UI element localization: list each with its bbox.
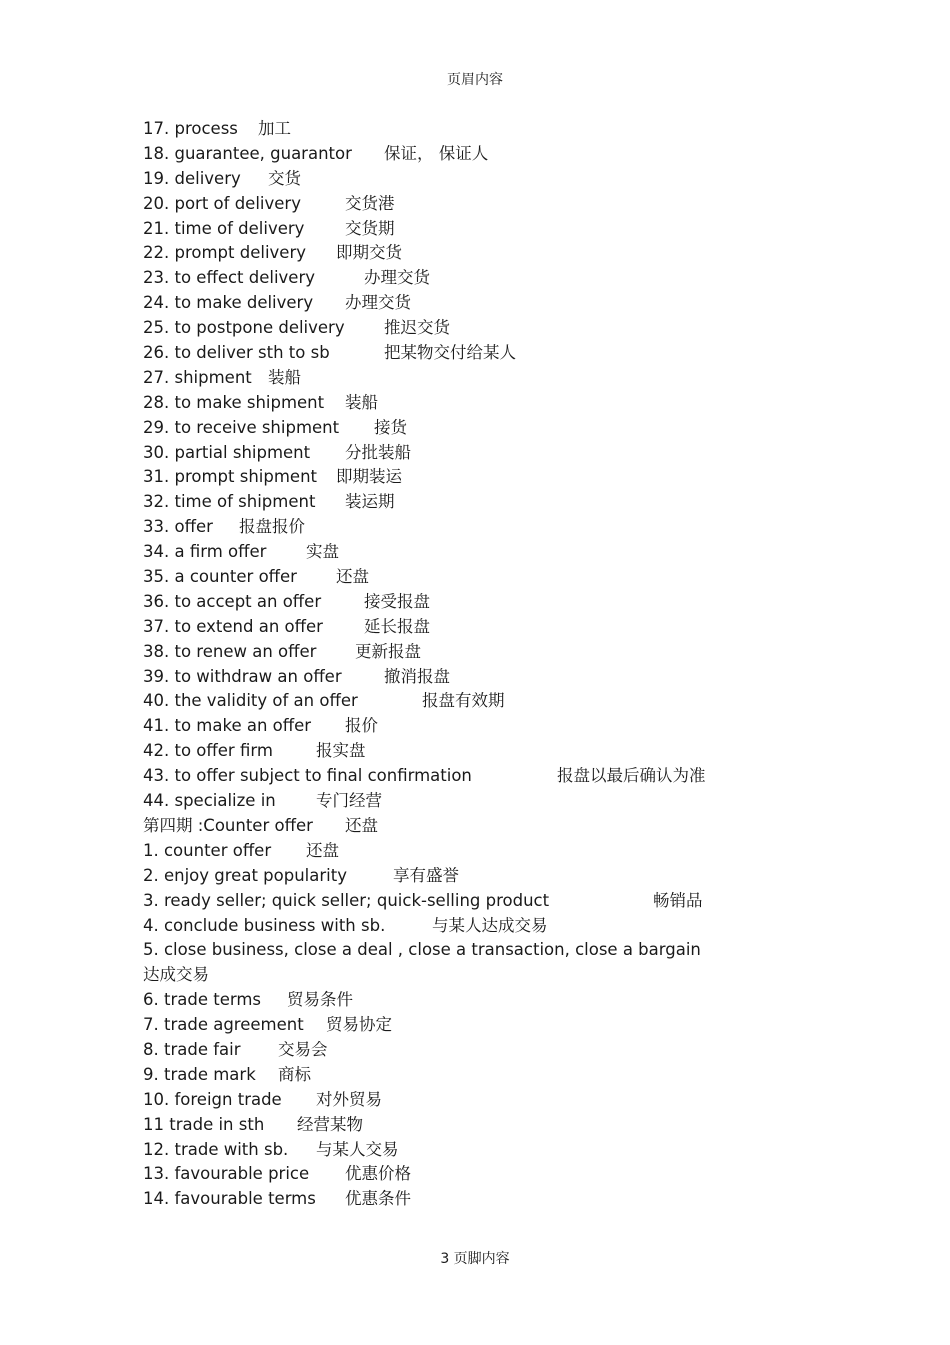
entry-translation: 办理交货 — [364, 268, 430, 288]
entry-term: 达成交易 — [143, 965, 209, 985]
entry-translation: 办理交货 — [345, 293, 411, 313]
glossary-entry — [143, 565, 843, 590]
entry-term: 40. the validity of an offer — [143, 691, 358, 711]
glossary-entry — [143, 391, 843, 416]
glossary-entry — [143, 540, 843, 565]
glossary-entry — [143, 266, 843, 291]
glossary-entry — [143, 1088, 843, 1113]
entry-translation: 商标 — [278, 1064, 311, 1084]
glossary-entry — [143, 739, 843, 764]
entry-translation: 交货 — [268, 168, 301, 188]
entry-term: 第四期 :Counter offer — [143, 815, 313, 835]
entry-translation: 畅销品 — [653, 890, 703, 910]
entry-term: 38. to renew an offer — [143, 641, 317, 661]
entry-term: 39. to withdraw an offer — [143, 666, 342, 686]
glossary-entry — [143, 640, 843, 665]
entry-term: 18. guarantee, guarantor — [143, 143, 352, 163]
entry-term: 37. to extend an offer — [143, 616, 323, 636]
glossary-entry — [143, 1038, 843, 1063]
entry-term: 34. a firm offer — [143, 542, 267, 562]
glossary-entry — [143, 590, 843, 615]
glossary-entry — [143, 366, 843, 391]
glossary-entry — [143, 1013, 843, 1038]
entry-translation: 对外贸易 — [316, 1089, 382, 1109]
entry-translation: 交货港 — [345, 193, 395, 213]
entry-term: 30. partial shipment — [143, 442, 311, 462]
entry-translation: 延长报盘 — [364, 616, 430, 636]
entry-translation: 还盘 — [306, 840, 339, 860]
entry-translation: 还盘 — [336, 567, 369, 587]
entry-translation: 把某物交付给某人 — [384, 343, 516, 363]
entry-translation: 即期装运 — [336, 467, 402, 487]
entry-translation: 报实盘 — [316, 741, 366, 761]
glossary-entry — [143, 914, 843, 939]
glossary-entry — [143, 689, 843, 714]
entry-term: 8. trade fair — [143, 1039, 241, 1059]
glossary-entry — [143, 938, 843, 963]
entry-translation: 贸易协定 — [326, 1015, 392, 1035]
glossary-entry — [143, 217, 843, 242]
entry-translation: 优惠价格 — [345, 1164, 411, 1184]
entry-term: 43. to offer subject to final confirmation — [143, 766, 472, 786]
entry-translation: 接受报盘 — [364, 591, 430, 611]
glossary-list — [143, 117, 843, 1212]
glossary-entry — [143, 1138, 843, 1163]
entry-term: 27. shipment — [143, 367, 252, 387]
glossary-entry — [143, 814, 843, 839]
glossary-entry — [143, 864, 843, 889]
entry-translation: 更新报盘 — [355, 641, 421, 661]
entry-translation: 装船 — [268, 367, 301, 387]
entry-translation: 报价 — [345, 716, 378, 736]
entry-term: 9. trade mark — [143, 1064, 256, 1084]
entry-term: 22. prompt delivery — [143, 243, 306, 263]
entry-translation: 享有盛誉 — [393, 865, 459, 885]
entry-term: 4. conclude business with sb. — [143, 915, 386, 935]
entry-term: 10. foreign trade — [143, 1089, 282, 1109]
glossary-entry — [143, 714, 843, 739]
entry-translation: 还盘 — [345, 815, 378, 835]
entry-term: 26. to deliver sth to sb — [143, 343, 330, 363]
entry-translation: 与某人交易 — [316, 1139, 399, 1159]
entry-translation: 经营某物 — [297, 1114, 363, 1134]
entry-term: 12. trade with sb. — [143, 1139, 289, 1159]
entry-translation: 保证， 保证人 — [384, 143, 489, 163]
entry-translation: 分批装船 — [345, 442, 411, 462]
glossary-entry — [143, 1162, 843, 1187]
glossary-entry — [143, 1063, 843, 1088]
glossary-entry — [143, 117, 843, 142]
glossary-entry — [143, 490, 843, 515]
entry-translation: 贸易条件 — [287, 990, 353, 1010]
entry-translation: 推迟交货 — [384, 318, 450, 338]
entry-term: 11 trade in sth — [143, 1114, 265, 1134]
glossary-entry — [143, 316, 843, 341]
entry-term: 19. delivery — [143, 168, 241, 188]
page-header: 页眉内容 — [447, 72, 503, 88]
entry-term: 20. port of delivery — [143, 193, 301, 213]
entry-term: 17. process — [143, 119, 238, 138]
entry-term: 7. trade agreement — [143, 1015, 304, 1035]
glossary-entry — [143, 291, 843, 316]
glossary-entry — [143, 963, 843, 988]
glossary-entry — [143, 142, 843, 167]
glossary-entry — [143, 764, 843, 789]
glossary-entry — [143, 889, 843, 914]
entry-term: 13. favourable price — [143, 1164, 310, 1184]
entry-translation: 与某人达成交易 — [432, 915, 548, 935]
entry-term: 2. enjoy great popularity — [143, 865, 347, 885]
glossary-entry — [143, 1113, 843, 1138]
entry-translation: 报盘以最后确认为准 — [557, 766, 706, 786]
entry-translation: 交货期 — [345, 218, 395, 238]
glossary-entry — [143, 789, 843, 814]
entry-term: 44. specialize in — [143, 791, 276, 811]
glossary-entry — [143, 615, 843, 640]
entry-translation: 装船 — [345, 392, 378, 412]
page-footer: 3 页脚内容 — [440, 1251, 510, 1267]
entry-term: 24. to make delivery — [143, 293, 314, 313]
entry-translation: 优惠条件 — [345, 1189, 411, 1209]
entry-translation: 撤消报盘 — [384, 666, 450, 686]
entry-translation: 即期交货 — [336, 243, 402, 263]
glossary-entry — [143, 441, 843, 466]
glossary-entry — [143, 241, 843, 266]
entry-translation: 报盘报价 — [239, 517, 305, 537]
glossary-entry — [143, 665, 843, 690]
entry-term: 21. time of delivery — [143, 218, 305, 238]
entry-term: 5. close business, close a deal , close a transaction, close a bargain — [143, 940, 701, 960]
entry-term: 36. to accept an offer — [143, 591, 322, 611]
entry-term: 29. to receive shipment — [143, 417, 340, 437]
entry-translation: 加工 — [258, 119, 291, 138]
entry-translation: 专门经营 — [316, 791, 382, 811]
entry-translation: 接货 — [374, 417, 407, 437]
glossary-entry — [143, 341, 843, 366]
entry-translation: 装运期 — [345, 492, 395, 512]
entry-translation: 报盘有效期 — [422, 691, 505, 711]
entry-term: 32. time of shipment — [143, 492, 316, 512]
glossary-entry — [143, 465, 843, 490]
entry-term: 28. to make shipment — [143, 392, 325, 412]
entry-term: 35. a counter offer — [143, 567, 297, 587]
glossary-entry — [143, 988, 843, 1013]
entry-term: 31. prompt shipment — [143, 467, 317, 487]
glossary-entry — [143, 515, 843, 540]
entry-term: 14. favourable terms — [143, 1189, 316, 1209]
entry-term: 23. to effect delivery — [143, 268, 316, 288]
glossary-entry — [143, 839, 843, 864]
entry-term: 6. trade terms — [143, 990, 262, 1010]
glossary-entry — [143, 1187, 843, 1212]
entry-term: 1. counter offer — [143, 840, 272, 860]
glossary-entry — [143, 192, 843, 217]
entry-term: 42. to offer firm — [143, 741, 273, 761]
entry-translation: 实盘 — [306, 542, 339, 562]
entry-term: 3. ready seller; quick seller; quick-selling product — [143, 890, 550, 910]
entry-term: 25. to postpone delivery — [143, 318, 345, 338]
glossary-entry — [143, 167, 843, 192]
entry-translation: 交易会 — [278, 1039, 328, 1059]
entry-term: 41. to make an offer — [143, 716, 312, 736]
glossary-entry — [143, 416, 843, 441]
entry-term: 33. offer — [143, 517, 213, 537]
